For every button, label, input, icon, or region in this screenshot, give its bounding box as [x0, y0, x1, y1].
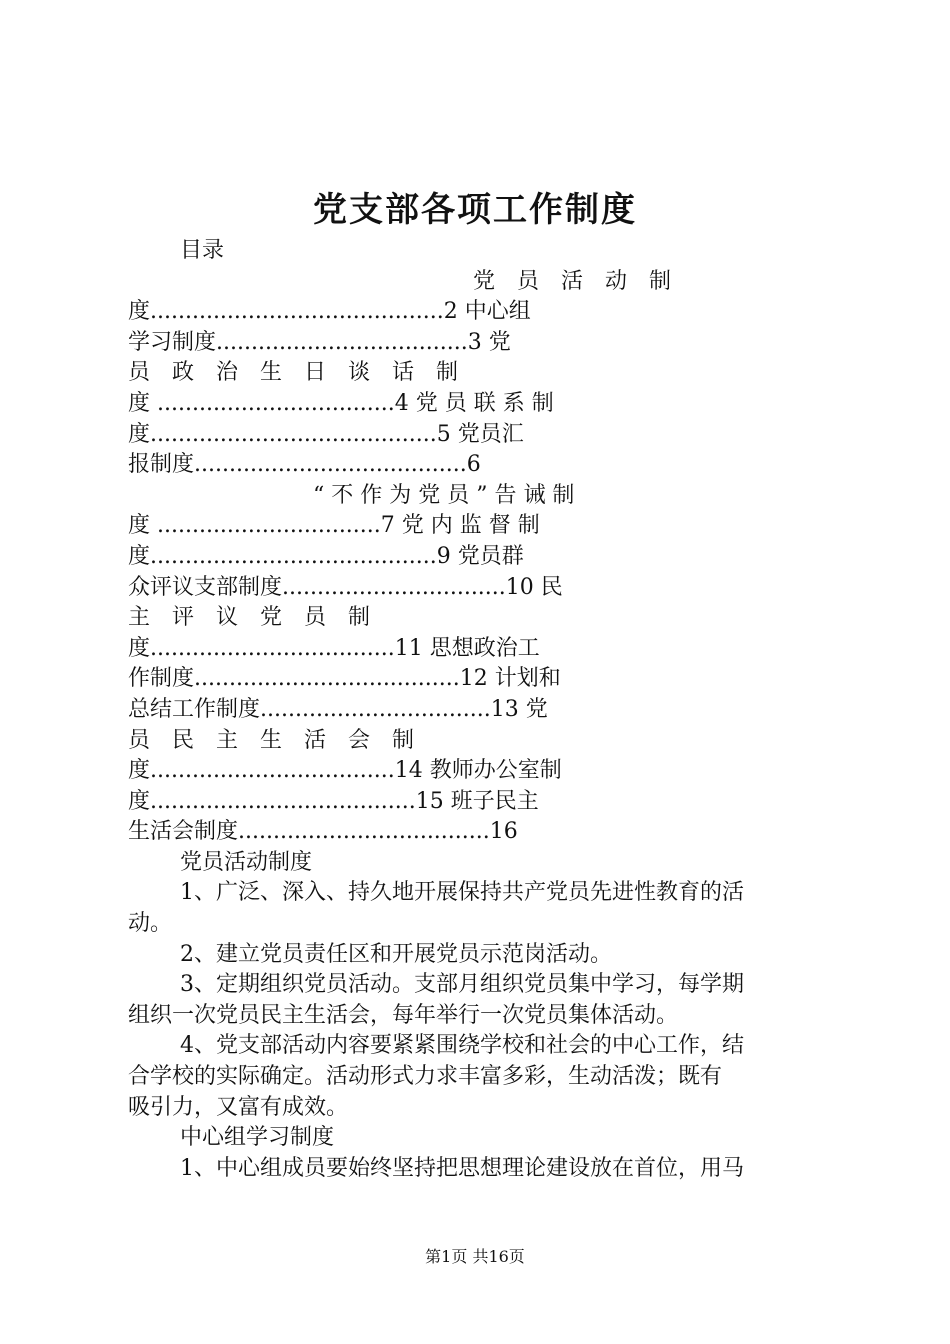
page-footer: 第1页 共16页: [425, 1247, 525, 1266]
toc-line: 员 政 治 生 日 谈 话 制: [128, 360, 459, 386]
toc-line: 度...................................11 思想政治工: [128, 635, 540, 661]
toc-line: 学习制度....................................3 党: [128, 329, 511, 355]
toc-line: 作制度......................................12 计划和: [128, 666, 561, 692]
section-heading: 党员活动制度: [180, 849, 313, 875]
toc-line: 度.........................................5 党员汇: [128, 421, 524, 447]
paragraph-line: 2、建立党员责任区和开展党员示范岗活动。: [180, 941, 612, 967]
toc-line: 总结工作制度.................................13 党: [128, 696, 548, 722]
section-heading: 中心组学习制度: [180, 1125, 335, 1151]
paragraph-line: 组织一次党员民主生活会，每年举行一次党员集体活动。: [128, 1002, 679, 1028]
toc-line: 度......................................15 班子民主: [128, 788, 539, 814]
document-title: 党支部各项工作制度: [313, 190, 637, 230]
toc-line: 度..........................................2 中心组: [128, 299, 531, 325]
toc-line: 度 ..................................4 党 员 联 系 制: [128, 390, 554, 416]
toc-heading: 目录: [180, 238, 225, 263]
toc-line: 度.........................................9 党员群: [128, 543, 524, 569]
toc-line: 众评议支部制度................................10 民: [128, 574, 563, 600]
toc-line-text: 党 员 活 动 制: [473, 268, 672, 294]
toc-line: 报制度.......................................6: [128, 452, 481, 478]
toc-line: [128, 267, 830, 298]
paragraph-line: 3、定期组织党员活动。支部月组织党员集中学习，每学期: [180, 972, 744, 998]
toc-line: 主 评 议 党 员 制: [128, 605, 371, 631]
paragraph-line: 吸引力，又富有成效。: [128, 1094, 349, 1120]
paragraph-line: 合学校的实际确定。活动形式力求丰富多彩，生动活泼；既有: [128, 1064, 723, 1090]
toc-line: 生活会制度....................................16: [128, 819, 518, 845]
toc-line: “ 不 作 为 党 员 ” 告 诫 制: [313, 482, 575, 508]
paragraph-line: 1、广泛、深入、持久地开展保持共产党员先进性教育的活: [180, 880, 744, 906]
toc-line: 度 ................................7 党 内 监 督 制: [128, 513, 540, 539]
paragraph-line: 动。: [128, 911, 173, 937]
paragraph-line: 1、中心组成员要始终坚持把思想理论建设放在首位，用马: [180, 1155, 744, 1181]
toc-line: 度...................................14 教师办公室制: [128, 758, 562, 784]
paragraph-line: 4、党支部活动内容要紧紧围绕学校和社会的中心工作，结: [180, 1033, 744, 1059]
document-body: [128, 236, 830, 1184]
toc-line: 员 民 主 生 活 会 制: [128, 727, 415, 753]
